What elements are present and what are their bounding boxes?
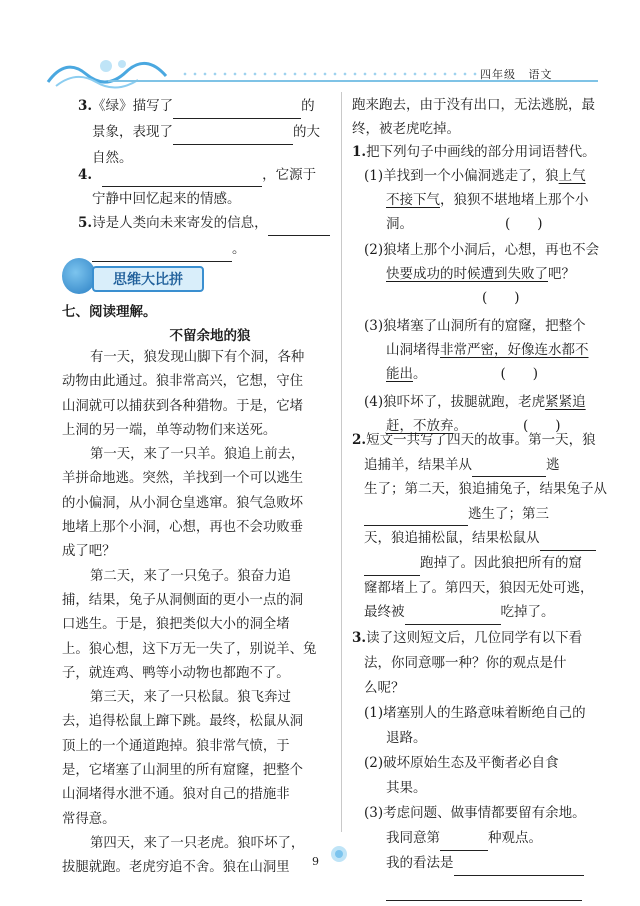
q3-text-c: 景象，表现了	[92, 124, 173, 140]
story-line: 拔腿就跑。老虎穷追不舍。狼在山洞里	[62, 860, 290, 876]
s1-underlined-2: 不接下气	[386, 192, 440, 208]
q3-blank-1[interactable]	[173, 100, 301, 119]
s1-text-a: (1)羊找到一个小偏洞逃走了，狼	[364, 168, 559, 184]
story-line: 子，就连鸡、鸭等小动物也都跑不了。	[62, 665, 290, 681]
s4-text-a: (4)狼吓坏了，拔腿就跑，老虎	[364, 394, 546, 410]
rq2-line-3: 生了；第二天，狼追捕兔子，结果兔子从	[364, 481, 607, 498]
rq3-number: 3.	[352, 630, 367, 646]
story-line: 第三天，来了一只松鼠。狼飞奔过	[90, 690, 291, 706]
s2-text-a: (2)狼堵上那个小洞后，心想，再也不会	[364, 242, 600, 258]
q3-blank-2[interactable]	[173, 126, 293, 145]
q5-number: 5.	[78, 215, 93, 231]
s3-text-b: 山洞堵得	[386, 342, 440, 358]
rq3-option-1: (1)堵塞别人的生路意味着断绝自己的	[364, 705, 586, 721]
reading-question-2	[352, 428, 607, 625]
question-4-fill	[78, 163, 316, 211]
s4-underlined-2: 赶，不放弃	[386, 418, 454, 434]
story-line: 第二天，来了一只兔子。狼奋力追	[90, 568, 291, 584]
rq2-line-4: 逃生了；第三	[468, 505, 549, 522]
rq2-blank-1[interactable]	[472, 458, 546, 477]
grade-label: 四年级	[480, 68, 516, 81]
s3-text-e: 。	[413, 366, 427, 382]
rq2-line-1: 短文一共写了四天的故事。第一天，狼	[366, 432, 596, 448]
rq1-number: 1.	[352, 144, 367, 160]
story-line: 成了吧？	[62, 544, 116, 560]
rq3-agree-prefix: 我同意第	[386, 830, 440, 846]
s3-text-a: (3)狼堵塞了山洞所有的窟窿，把整个	[364, 318, 586, 334]
rq3-line-2: 法，你同意哪一种？你的观点是什	[364, 655, 567, 671]
rq2-blank-4[interactable]	[364, 557, 420, 576]
story-title: 不留余地的狼	[169, 328, 251, 344]
q4-text-b: 宁静中回忆起来的情感。	[92, 191, 241, 207]
s4-underlined-1: 紧紧追	[545, 394, 586, 410]
rq2-line-7: 窿都堵上了。第四天，狼因无处可逃，	[364, 579, 594, 596]
rq3-option-2: (2)破坏原始生态及平衡者必自食	[364, 755, 559, 771]
rq2-blank-3[interactable]	[540, 532, 596, 551]
story-line: 动物由此通过。狼非常高兴，它想，守住	[62, 374, 304, 390]
rq2-line-5: 天，狼追捕松鼠，结果松鼠从	[364, 530, 540, 547]
story-line: 去，追得松鼠上蹿下跳。最终，松鼠从洞	[62, 714, 304, 730]
story-line: 常得意。	[62, 811, 116, 827]
s1-text-e: 洞。	[386, 216, 413, 232]
rq1-text: 把下列句子中画线的部分用词语替代。	[366, 144, 596, 160]
s3-answer-paren[interactable]: ( )	[500, 366, 539, 382]
rq3-option-3: (3)考虑问题、做事情都要留有余地。	[364, 805, 586, 821]
reading-question-1	[352, 140, 599, 438]
q3-text-a: 《绿》描写了	[92, 98, 174, 114]
question-5-fill	[78, 210, 330, 262]
story-line: 地堵上那个小洞，心想，再也不会功败垂	[62, 520, 304, 536]
q5-blank-1[interactable]	[268, 217, 330, 236]
story-line: 是，它堵塞了山洞里的所有窟窿，把整个	[62, 763, 304, 779]
header-dots	[180, 72, 480, 76]
q3-text-d: 的大	[293, 124, 320, 140]
q4-number: 4.	[78, 167, 93, 183]
rq3-agree-blank[interactable]	[440, 832, 488, 851]
q5-text-b: 。	[232, 241, 246, 257]
s3-underlined-2: 能出	[386, 366, 413, 382]
s3-underlined-1: 非常严密，好像连水都不	[440, 342, 589, 358]
rq3-view-prefix: 我的看法是	[386, 855, 454, 871]
story-line: 山洞堵得水泄不通。狼对自己的措施非	[62, 787, 290, 803]
story-line-cont-1: 跑来跑去，由于没有出口，无法逃脱，最	[352, 97, 595, 113]
story-line: 上洞的另一端，单等动物们来送死。	[62, 422, 277, 438]
section-badge	[62, 258, 202, 294]
rq3-line-1: 读了这则短文后，几位同学有以下看	[366, 630, 583, 646]
q5-text-a: 诗是人类向未来寄发的信息，	[92, 215, 268, 231]
header-wave-logo	[46, 52, 196, 92]
story-line: 捕，结果，兔子从洞侧面的更小一点的洞	[62, 592, 304, 608]
rq2-number: 2.	[352, 432, 367, 448]
s4-answer-paren[interactable]: ( )	[523, 418, 561, 434]
rq2-line-2b: 逃	[546, 456, 560, 473]
s2-underlined: 快要成功的时候遭到失败了	[386, 266, 548, 282]
rq3-view-blank-2[interactable]	[386, 882, 582, 901]
story-line: 上。狼心想，这下万无一失了，别说羊、兔	[62, 641, 317, 657]
s2-text-c: 吧？	[548, 266, 575, 282]
rq2-line-6: 跑掉了。因此狼把所有的窟	[420, 554, 582, 571]
header-meta	[472, 66, 553, 82]
q4-blank[interactable]	[102, 168, 262, 187]
question-3-fill	[78, 93, 320, 171]
rq2-line-8b: 吃掉了。	[500, 604, 555, 621]
section-title: 七、阅读理解。	[62, 304, 157, 320]
story-line: 山洞就可以捕获到各种猎物。于是，它堵	[62, 398, 304, 414]
rq3-view-blank-1[interactable]	[454, 857, 584, 876]
mascot-icon	[62, 258, 96, 294]
column-divider	[341, 92, 342, 832]
rq2-blank-2[interactable]	[364, 507, 468, 526]
q3-text-e: 自然。	[92, 150, 133, 166]
s1-answer-paren[interactable]: ( )	[505, 216, 543, 232]
page-flower-icon	[328, 843, 350, 865]
page-number: 9	[312, 855, 319, 868]
story-line: 顶上的一个通道跑掉。狼非常气愤，于	[62, 738, 290, 754]
story-line: 口逃生。于是，狼把类似大小的洞全堵	[62, 617, 290, 633]
rq3-option-2b: 其果。	[386, 780, 427, 796]
rq2-blank-5[interactable]	[405, 606, 501, 625]
q4-text-a: ，它源于	[262, 167, 317, 183]
q3-text-b: 的	[301, 98, 315, 114]
story-line: 第四天，来了一只老虎。狼吓坏了，	[90, 835, 305, 851]
rq3-line-3: 么呢？	[364, 680, 405, 696]
rq3-agree-suffix: 种观点。	[488, 830, 542, 846]
s1-underlined-1: 上气	[558, 168, 586, 184]
story-line: 有一天，狼发现山脚下有个洞，各种	[90, 350, 305, 365]
reading-question-3	[352, 626, 586, 901]
story-line-cont-2: 终，被老虎吃掉。	[352, 121, 460, 137]
section-badge-label: 思维大比拼	[92, 266, 204, 292]
rq3-option-1b: 退路。	[386, 730, 427, 746]
story-continuation	[352, 93, 595, 141]
rq2-line-8: 最终被	[364, 604, 405, 621]
s1-text-d: ，狼狈不堪地堵上那个小	[440, 192, 589, 208]
story-body	[62, 346, 316, 881]
s4-text-d: 。	[453, 418, 467, 434]
subject-label: 语文	[528, 68, 553, 81]
page-header	[0, 0, 640, 90]
rq2-line-2: 追捕羊，结果羊从	[364, 456, 472, 473]
story-line: 第一天，来了一只羊。狼追上前去，	[90, 447, 305, 463]
story-line: 的小偏洞，从小洞仓皇逃窜。狼气急败坏	[62, 495, 304, 511]
story-line: 羊拼命地逃。突然，羊找到一个可以逃生	[62, 471, 304, 487]
s2-answer-paren[interactable]: ( )	[482, 290, 520, 306]
q3-number: 3.	[78, 98, 93, 114]
